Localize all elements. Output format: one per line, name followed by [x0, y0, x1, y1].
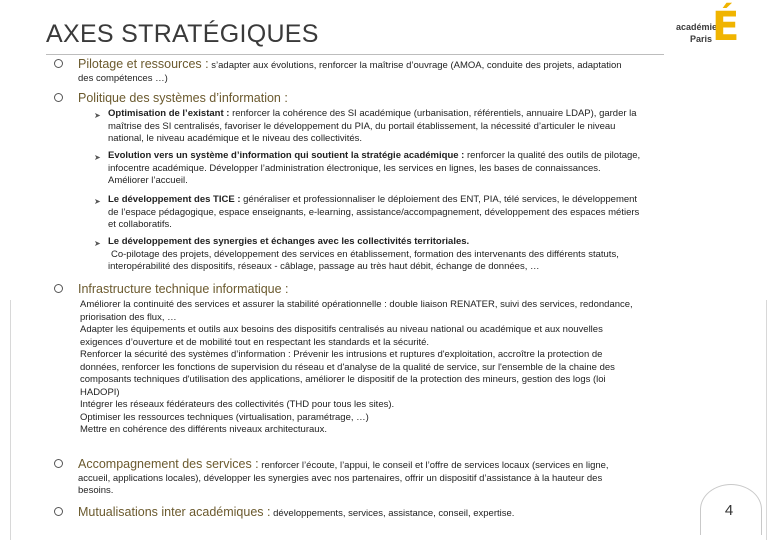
academie-paris-logo: [676, 6, 746, 54]
subitem-bold: la stratégie académique :: [350, 150, 465, 161]
section-title: Accompagnement des services :: [78, 457, 259, 471]
subitem-text: infocentre académique. Développer l’administration électronique, les services en lignes, les bases de connaissances.: [108, 162, 601, 174]
subitem-optimisation: [94, 108, 718, 146]
subitem-text: renforcer la cohérence des SI académique (urbanisation, référentiels, annuaire LDAP), garder la: [232, 108, 637, 119]
section-text-cont: des compétences …): [78, 72, 168, 84]
section-title: Mutualisations inter académiques :: [78, 505, 271, 519]
infra-line: composants techniques d'utilisation des applications, améliorer le dispositif de la protection des mineurs, gestion des logs (loi: [80, 374, 606, 385]
title-divider: [46, 54, 664, 55]
section-mutualisations: [60, 506, 720, 521]
arrow-bullet-icon: ➤: [94, 153, 101, 162]
subitem-text: interopérabilité des dispositifs, réseaux - câblage, passage au très haut débit, échange de données, …: [108, 261, 540, 272]
infra-line: Adapter les équipements et outils aux besoins des dispositifs centralisés au niveau national ou académique et aux nouvelles: [80, 324, 603, 335]
slide-border-left: [10, 300, 11, 540]
infra-line: données, renforcer les fonctions de supervision du réseau et d'analyse de la qualité de service, sur l'ensemble de la chaine des: [80, 361, 615, 373]
subitem-text: généraliser et professionnaliser le déploiement des ENT, PIA, télé services, le développement: [243, 194, 638, 205]
infra-text-block: [80, 299, 730, 437]
subitem-text: Co-pilotage des projets, développement des services en établissement, formation des intervenants des différents statuts,: [111, 248, 619, 260]
subitem-bold: Optimisation de l’existant :: [108, 108, 230, 119]
section-title: Infrastructure technique informatique :: [78, 282, 289, 296]
page-number: 4: [724, 502, 734, 519]
page-title: AXES STRATÉGIQUES: [46, 20, 319, 48]
circle-bullet-icon: [54, 284, 63, 293]
arrow-bullet-icon: ➤: [94, 239, 101, 248]
circle-bullet-icon: [54, 507, 63, 516]
subitem-text: national, le niveau académique et le niveau des collectivités.: [108, 133, 363, 144]
subitem-bold: Le développement des synergies et échanges avec les collectivités territoriales.: [108, 236, 470, 247]
infra-line: Optimiser les ressources techniques (virtualisation, paramétrage, …): [80, 411, 369, 423]
subitem-synergies: [94, 236, 718, 274]
circle-bullet-icon: [54, 459, 63, 468]
section-title: Politique des systèmes d’information :: [78, 91, 288, 105]
section-pilotage: [60, 58, 720, 85]
section-infra: [60, 283, 720, 296]
subitem-tice: [94, 194, 718, 232]
section-text: développements, services, assistance, conseil, expertise.: [273, 508, 515, 519]
infra-line: HADOPI): [80, 386, 120, 398]
arrow-bullet-icon: ➤: [94, 197, 101, 206]
infra-line: exigences d’ouverture et de mobilité tout en respectant les standards et la sécurité.: [80, 336, 430, 348]
subitem-evolution: [94, 150, 718, 188]
infra-line: priorisation des flux, …: [80, 311, 177, 323]
circle-bullet-icon: [54, 93, 63, 102]
infra-line: Améliorer la continuité des services et assurer la stabilité opérationnelle : double liaison RENATER, suivi des services, redondance,: [80, 299, 633, 310]
logo-line2: Paris: [690, 34, 713, 44]
subitem-bold: Evolution vers un système d’information qui soutient: [108, 150, 349, 161]
section-politique: [60, 92, 720, 105]
section-text: s’adapter aux évolutions, renforcer la maîtrise d’ouvrage (AMOA, conduite des projets, adaptation: [211, 60, 622, 71]
section-accompagnement: [60, 458, 720, 498]
subitem-text: maîtrise des SI centralisés, favoriser le développement du PIA, du portail établissement, la nécessité d’articuler le niveau: [108, 120, 616, 132]
infra-line: Renforcer la sécurité des systèmes d’information : Prévenir les intrusions et ruptures d'exploitation, accroître la protection de: [80, 349, 603, 360]
subitem-text: de l’espace pédagogique, espace enseignants, e-learning, assistance/accompagnement, développement des espaces métiers: [108, 206, 640, 218]
subitem-text: renforcer la qualité des outils de pilotage,: [466, 150, 641, 161]
infra-line: Mettre en cohérence des différents niveaux architecturaux.: [80, 424, 327, 435]
logo-line1: académie: [676, 22, 718, 32]
subitem-text: et collaboratifs.: [108, 219, 172, 230]
section-text-cont: accueil, applications locales), développer les synergies avec nos partenaires, offrir un dispositif d’assistance à la hauteur des: [78, 472, 603, 484]
infra-line: Intégrer les réseaux fédérateurs des collectivités (THD pour tous les sites).: [80, 399, 395, 410]
arrow-bullet-icon: ➤: [94, 111, 101, 120]
logo-mark: É: [712, 4, 740, 50]
circle-bullet-icon: [54, 59, 63, 68]
section-text: renforcer l’écoute, l’appui, le conseil et l’offre de services locaux (services en ligne,: [261, 460, 609, 471]
subitem-text: Améliorer l’accueil.: [108, 175, 188, 186]
subitem-bold: Le développement des TICE :: [108, 194, 241, 205]
section-text-cont: besoins.: [78, 485, 114, 496]
slide-border-right: [766, 300, 767, 540]
section-title: Pilotage et ressources :: [78, 57, 209, 71]
